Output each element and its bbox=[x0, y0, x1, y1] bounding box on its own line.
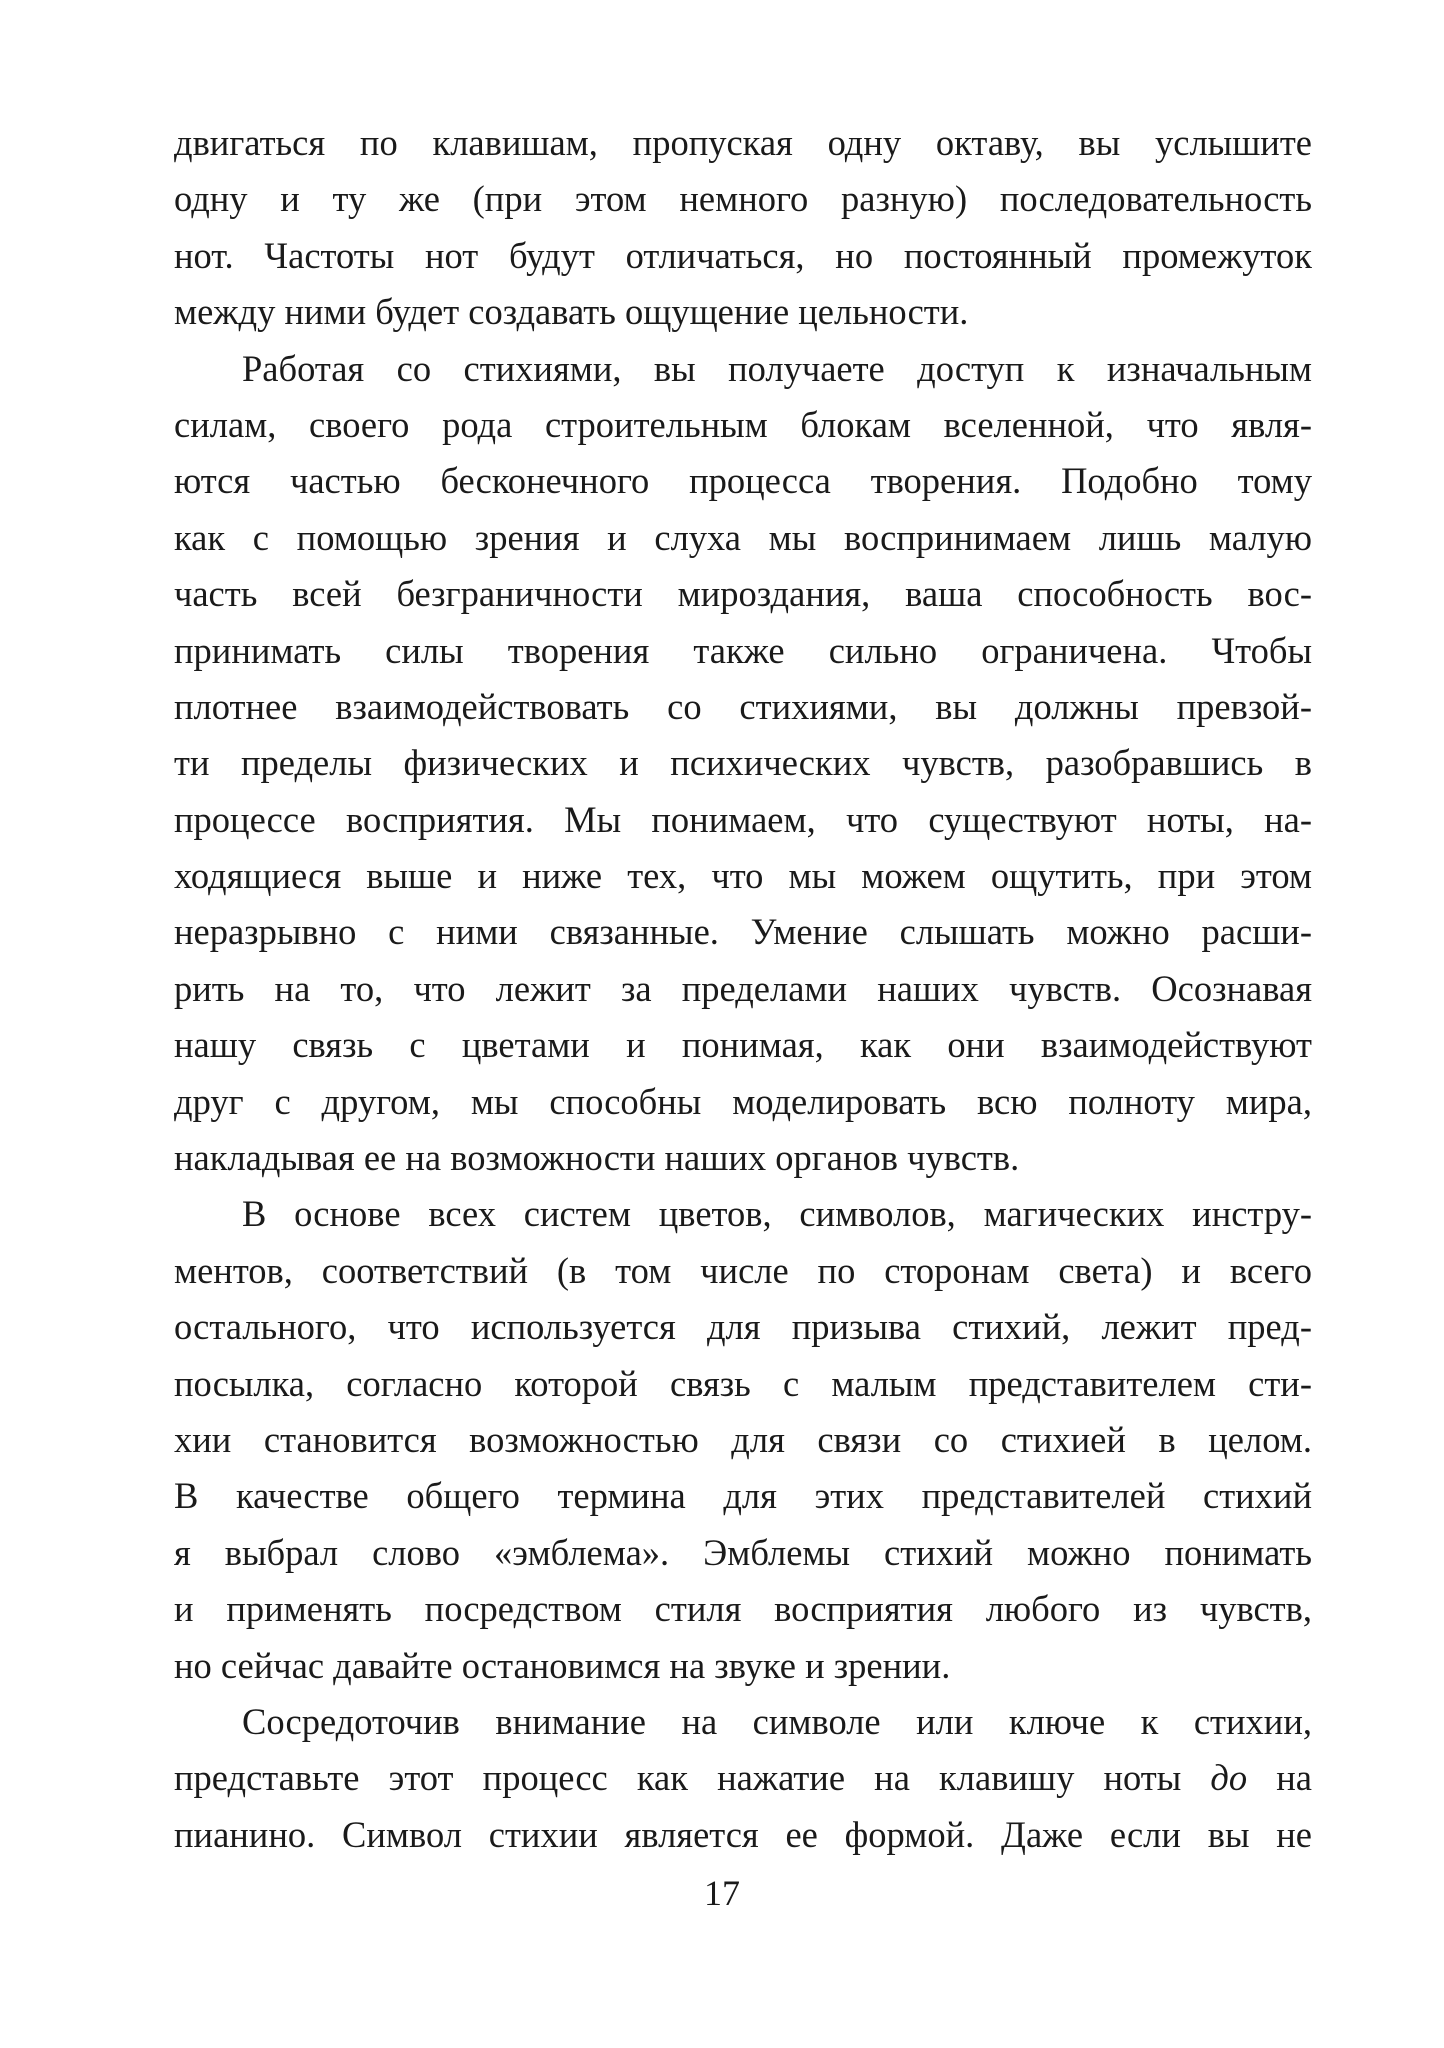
text-line: нашу связь с цветами и понимая, как они взаимодействуют bbox=[174, 1024, 1312, 1066]
text-line: плотнее взаимодействовать со стихиями, вы должны превзой- bbox=[174, 685, 1312, 727]
text-line: двигаться по клавишам, пропуская одну октаву, вы услышите bbox=[174, 122, 1312, 163]
paragraph bbox=[174, 341, 1312, 1187]
text-line: представьте этот процесс как нажатие на клавишу ноты до на bbox=[174, 1757, 1313, 1799]
paragraph bbox=[174, 1186, 1312, 1694]
body-text bbox=[174, 115, 1312, 1863]
text-line: одну и ту же (при этом немного разную) последовательность bbox=[174, 178, 1312, 220]
text-line: неразрывно с ними связанные. Умение слышать можно расши- bbox=[174, 911, 1312, 953]
text-line: ются частью бесконечного процесса творения. Подобно тому bbox=[174, 460, 1312, 502]
text-line: друг с другом, мы способны моделировать всю полноту мира, bbox=[174, 1080, 1312, 1122]
text-line: ти пределы физических и психических чувств, разобравшись в bbox=[174, 742, 1312, 784]
text-line: рить на то, что лежит за пределами наших чувств. Осознавая bbox=[174, 967, 1312, 1009]
text-line: процессе восприятия. Мы понимаем, что существуют ноты, на- bbox=[174, 798, 1312, 840]
text-line: нот. Частоты нот будут отличаться, но постоянный промежуток bbox=[174, 234, 1312, 276]
page-number: 17 bbox=[704, 1873, 740, 1913]
text-line: Сосредоточив внимание на символе или ключе к стихии, bbox=[242, 1700, 1312, 1742]
text-line: и применять посредством стиля восприятия любого из чувств, bbox=[174, 1588, 1312, 1630]
text-line: часть всей безграничности мироздания, ваша способность вос- bbox=[174, 573, 1312, 615]
text-line: но сейчас давайте остановимся на звуке и зрении. bbox=[174, 1644, 951, 1686]
text-line: Работая со стихиями, вы получаете доступ к изначальным bbox=[242, 347, 1312, 389]
paragraph bbox=[174, 115, 1312, 341]
text-line: ментов, соответствий (в том числе по сторонам света) и всего bbox=[174, 1249, 1312, 1291]
text-line: принимать силы творения также сильно ограничена. Чтобы bbox=[174, 629, 1312, 671]
text-line: я выбрал слово «эмблема». Эмблемы стихий можно понимать bbox=[174, 1531, 1312, 1573]
text-line: накладывая ее на возможности наших органов чувств. bbox=[174, 1137, 1020, 1179]
text-line: В основе всех систем цветов, символов, магических инстру- bbox=[242, 1193, 1312, 1235]
paragraph bbox=[174, 1694, 1312, 1863]
note-name: до bbox=[1210, 1757, 1248, 1799]
text-line: остального, что используется для призыва стихий, лежит пред- bbox=[174, 1306, 1312, 1348]
text-line: силам, своего рода строительным блокам вселенной, что явля- bbox=[174, 403, 1312, 445]
text-line: хии становится возможностью для связи со стихией в целом. bbox=[174, 1418, 1312, 1460]
text-line: пианино. Символ стихии является ее формой. Даже если вы не bbox=[174, 1813, 1312, 1855]
text-line: между ними будет создавать ощущение цельности. bbox=[174, 291, 969, 333]
text-line: ходящиеся выше и ниже тех, что мы можем ощутить, при этом bbox=[174, 855, 1312, 897]
text-line: посылка, согласно которой связь с малым представителем сти- bbox=[174, 1362, 1312, 1404]
text-line: как с помощью зрения и слуха мы воспринимаем лишь малую bbox=[174, 516, 1312, 558]
text-line: В качестве общего термина для этих представителей стихий bbox=[174, 1475, 1312, 1517]
